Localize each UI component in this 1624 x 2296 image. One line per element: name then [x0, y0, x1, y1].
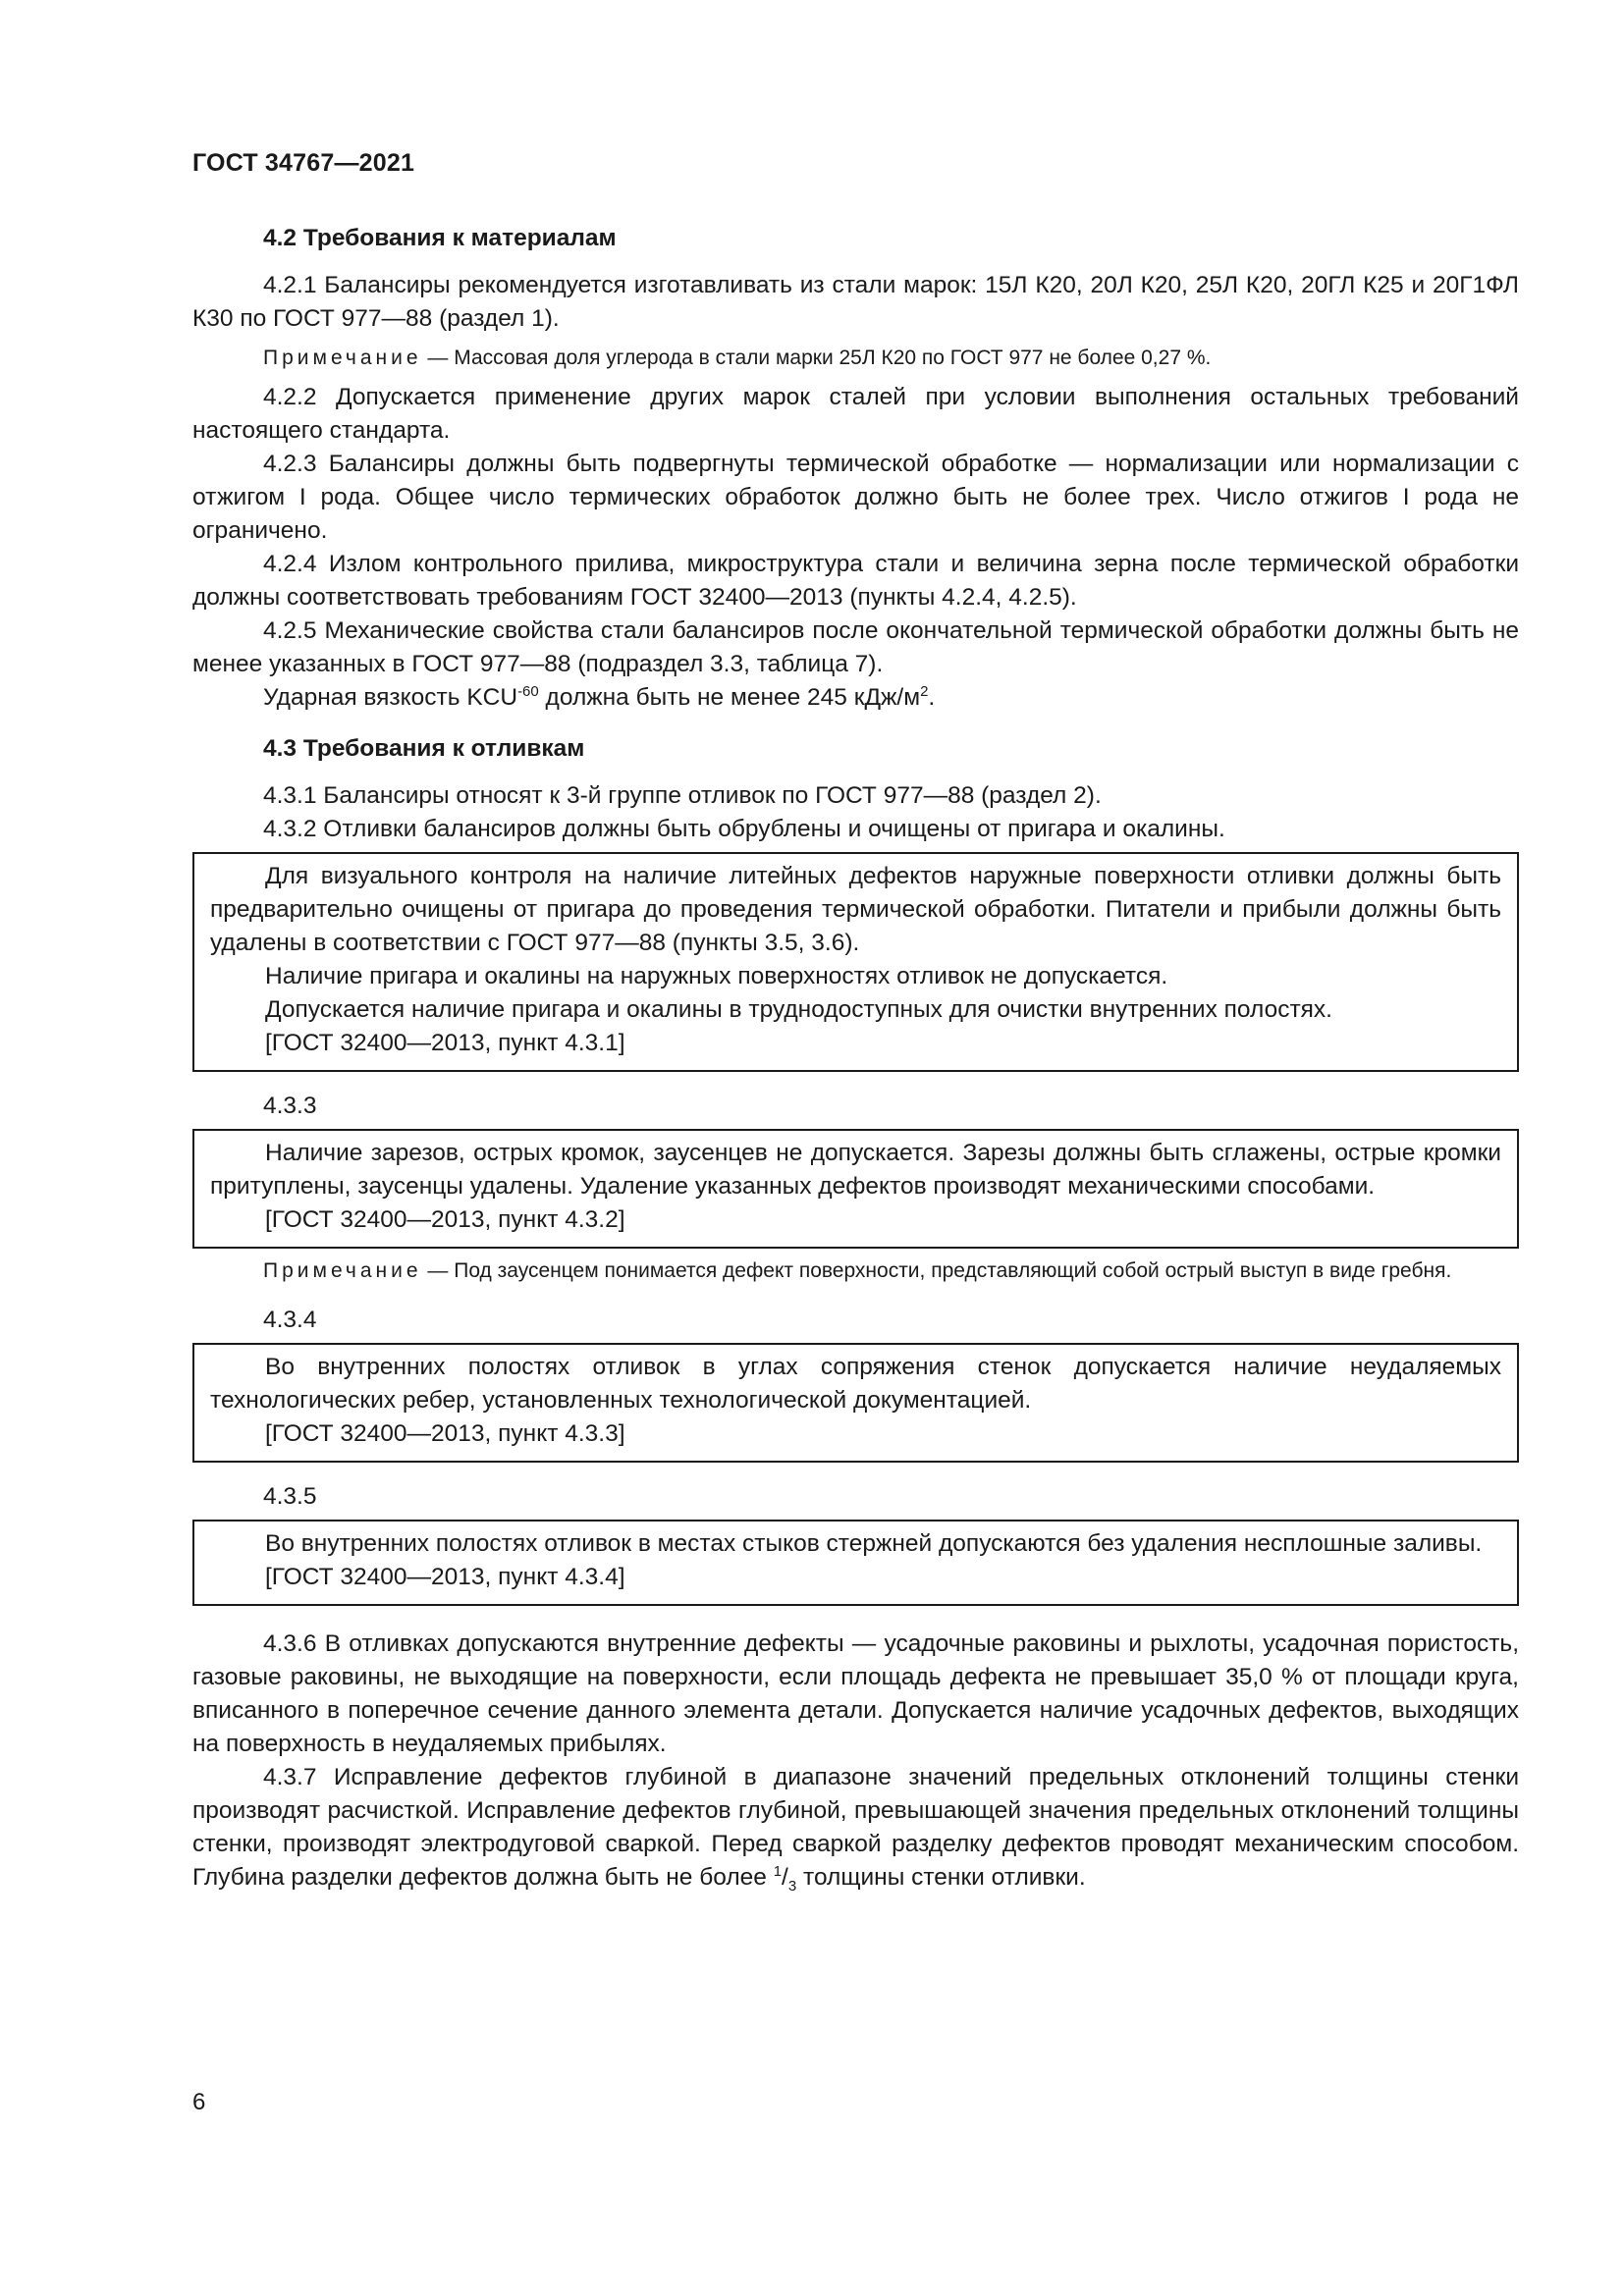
- paragraph-4-2-4: 4.2.4 Излом контрольного прилива, микроструктура стали и величина зерна после термической обработки должны соответствовать требованиям ГОСТ 32400—2013 (пункты 4.2.4, 4.2.5).: [192, 551, 1519, 611]
- clause-4-3-3: 4.3.3: [263, 1093, 317, 1119]
- paragraph-4-2-5: 4.2.5 Механические свойства стали балансиров после окончательной термической обработки должны быть не менее указанных в ГОСТ 977—88 (подраздел 3.3, таблица 7).: [192, 617, 1519, 677]
- impact-text-a: Ударная вязкость KCU: [263, 684, 518, 711]
- p437-text-a: 4.3.7 Исправление дефектов глубиной в диапазоне значений предельных отклонений толщины стенки производят расчисткой. Исправление дефектов глубиной, превышающей значения предельных отклонений толщины стенки, производят электродуговой сваркой. Перед сваркой разделку дефектов проводят механическим способом. Глубина разделки дефектов должна быть не более: [192, 1764, 1519, 1891]
- note-text: — Под заусенцем понимается дефект поверхности, представляющий собой острый выступ в виде гребня.: [421, 1259, 1452, 1282]
- quote-reference: [ГОСТ 32400—2013, пункт 4.3.4]: [265, 1564, 625, 1590]
- quote-line: Допускается наличие пригара и окалины в труднодоступных для очистки внутренних полостях.: [265, 996, 1332, 1023]
- paragraph-4-3-2: 4.3.2 Отливки балансиров должны быть обрублены и очищены от пригара и окалины.: [263, 816, 1225, 842]
- impact-text-c: .: [928, 684, 936, 711]
- quote-box-4-3-2: [192, 1129, 1519, 1249]
- quote-line: Для визуального контроля на наличие литейных дефектов наружные поверхности отливки должны быть предварительно очищены от пригара до проведения термической обработки. Питатели и прибыли должны быть удалены в соответствии с ГОСТ 977—88 (пункты 3.5, 3.6).: [210, 863, 1501, 956]
- quote-box-4-3-1: [192, 852, 1519, 1072]
- paragraph-4-2-1: 4.2.1 Балансиры рекомендуется изготавливать из стали марок: 15Л К20, 20Л К20, 25Л К20, 20ГЛ К25 и 20Г1ФЛ К30 по ГОСТ 977—88 (раздел 1).: [192, 272, 1519, 332]
- quote-reference: [ГОСТ 32400—2013, пункт 4.3.1]: [265, 1030, 625, 1056]
- paragraph-impact-strength: [192, 681, 1519, 715]
- paragraph-4-3-1: 4.3.1 Балансиры относят к 3-й группе отливок по ГОСТ 977—88 (раздел 2).: [263, 782, 1102, 809]
- clause-4-3-5: 4.3.5: [263, 1483, 317, 1510]
- impact-text-b: должна быть не менее 245 кДж/м: [538, 684, 921, 711]
- quote-line: Наличие зарезов, острых кромок, заусенцев не допускается. Зарезы должны быть сглажены, острые кромки притуплены, заусенцы удалены. Удаление указанных дефектов производят механическими способами.: [210, 1140, 1501, 1200]
- quote-box-4-3-4: [192, 1520, 1519, 1606]
- impact-sup: -60: [517, 682, 539, 700]
- section-4-3-heading: 4.3 Требования к отливкам: [263, 735, 585, 762]
- fraction-denominator: 3: [787, 1877, 797, 1895]
- fraction-slash: /: [782, 1864, 788, 1891]
- document-header: ГОСТ 34767—2021: [192, 149, 415, 177]
- note-text: — Массовая доля углерода в стали марки 25Л К20 по ГОСТ 977 не более 0,27 %.: [421, 347, 1212, 369]
- note-label: Примечание: [263, 347, 422, 369]
- fraction-numerator: 1: [773, 1862, 783, 1880]
- note-label: Примечание: [263, 1259, 422, 1282]
- quote-box-4-3-3: [192, 1343, 1519, 1463]
- impact-sup2: 2: [920, 682, 929, 700]
- quote-reference: [ГОСТ 32400—2013, пункт 4.3.2]: [265, 1206, 625, 1233]
- section-4-2-heading: 4.2 Требования к материалам: [263, 225, 617, 251]
- paragraph-4-2-3: 4.2.3 Балансиры должны быть подвергнуты термической обработке — нормализации или нормализации с отжигом I рода. Общее число термических обработок должно быть не более трех. Число отжигов I рода не ограничено.: [192, 451, 1519, 544]
- document-body: [192, 222, 1519, 1895]
- page-number: 6: [192, 2089, 206, 2115]
- quote-line: Во внутренних полостях отливок в местах стыков стержней допускаются без удаления несплошные заливы.: [265, 1530, 1483, 1557]
- quote-line: Наличие пригара и окалины на наружных поверхностях отливок не допускается.: [265, 963, 1168, 989]
- note-4-2-1: [192, 344, 1519, 373]
- quote-line: Во внутренних полостях отливок в углах сопряжения стенок допускается наличие неудаляемых технологических ребер, установленных технологической документацией.: [210, 1354, 1501, 1414]
- clause-4-3-4: 4.3.4: [263, 1307, 317, 1333]
- paragraph-4-3-7: [192, 1761, 1519, 1895]
- paragraph-4-3-6: 4.3.6 В отливках допускаются внутренние дефекты — усадочные раковины и рыхлоты, усадочная пористость, газовые раковины, не выходящие на поверхности, если площадь дефекта не превышает 35,0 % от площади круга, вписанного в поперечное сечение данного элемента детали. Допускается наличие усадочных дефектов, выходящих на поверхность в неудаляемых прибылях.: [192, 1630, 1519, 1757]
- note-4-3-3: [192, 1256, 1519, 1286]
- quote-reference: [ГОСТ 32400—2013, пункт 4.3.3]: [265, 1420, 625, 1447]
- paragraph-4-2-2: 4.2.2 Допускается применение других марок сталей при условии выполнения остальных требований настоящего стандарта.: [192, 384, 1519, 444]
- p437-text-b: толщины стенки отливки.: [796, 1864, 1086, 1891]
